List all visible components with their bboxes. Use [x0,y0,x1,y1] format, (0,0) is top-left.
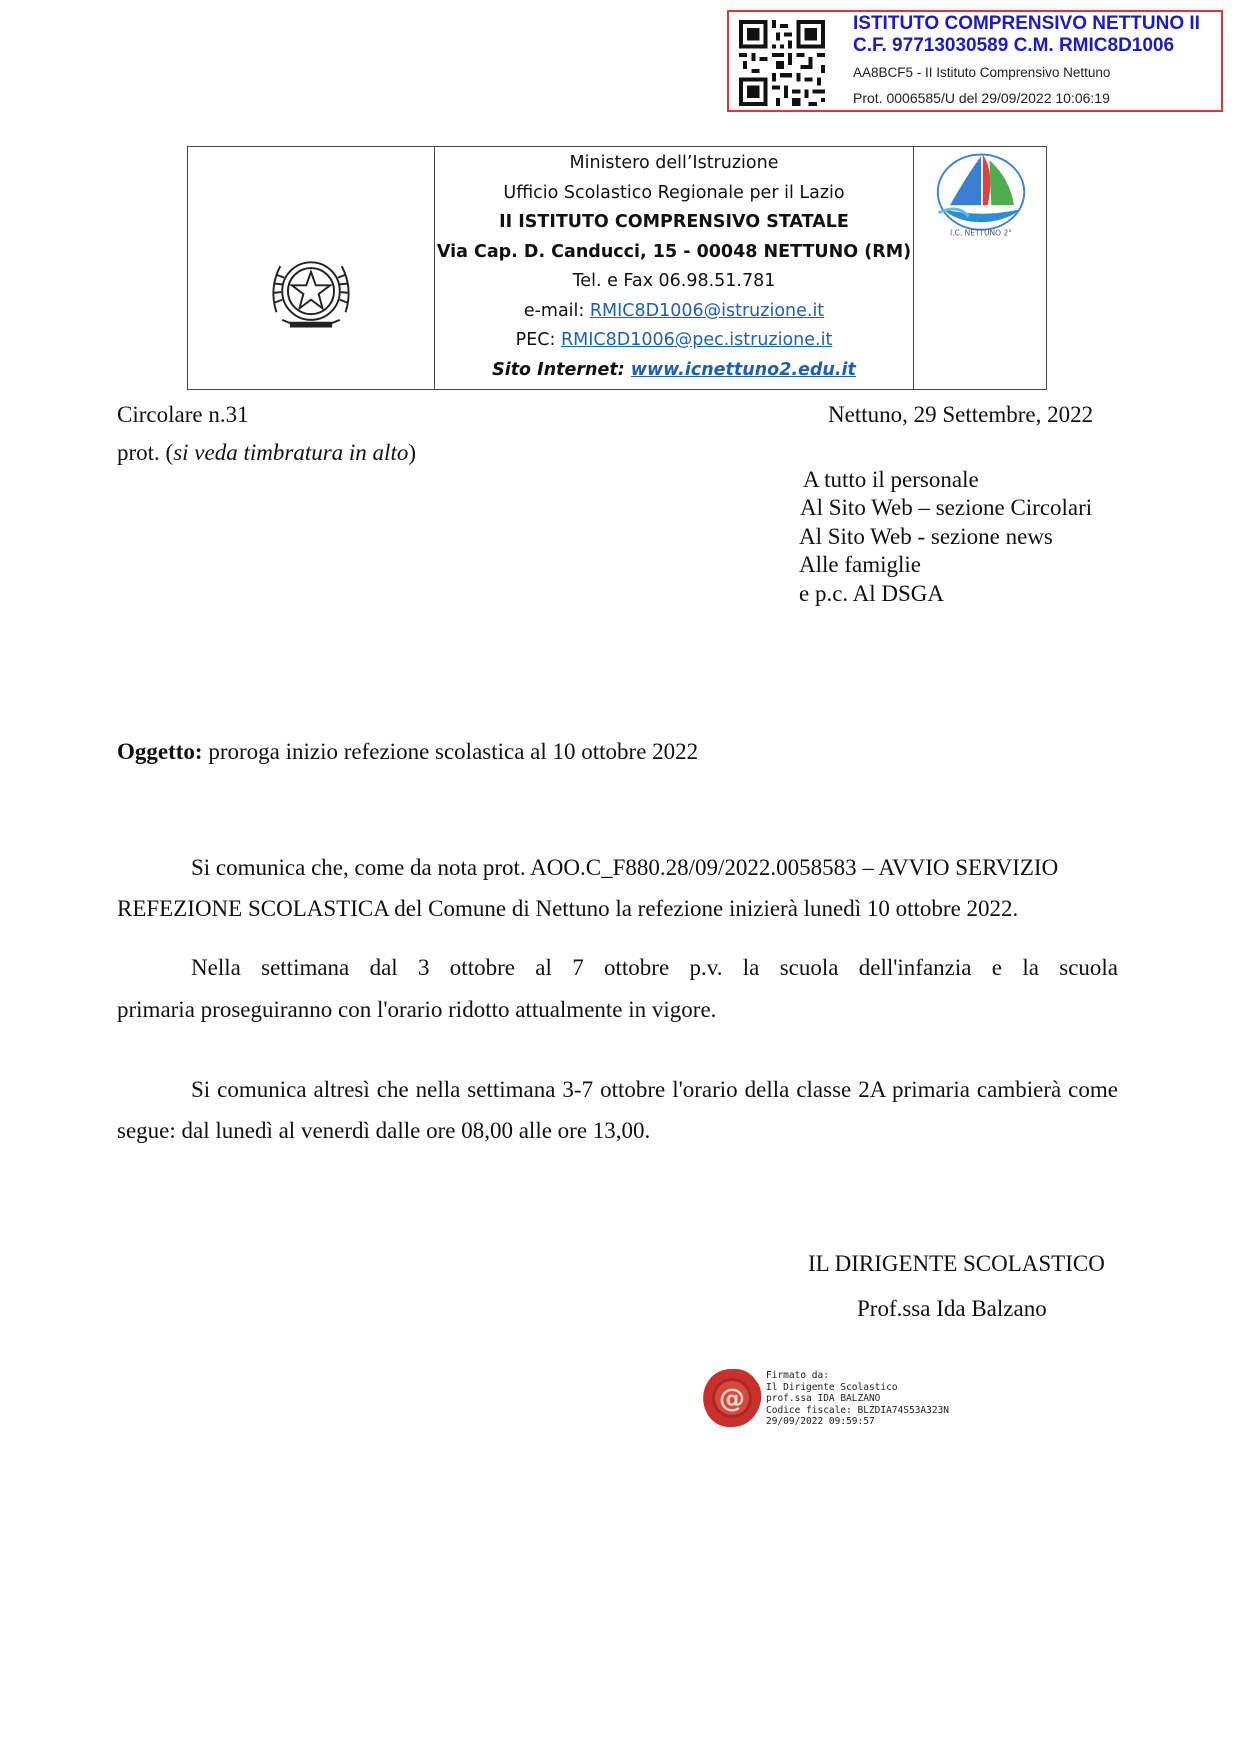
qr-code-icon [739,20,825,106]
digital-signature-line-4: 29/09/2022 09:59:57 [766,1416,875,1427]
svg-text:@: @ [719,1384,745,1414]
circular-number: Circolare n.31 [117,402,249,427]
subject-label: Oggetto: [117,739,203,764]
email-label: e-mail: [523,300,590,321]
subject-line [117,738,698,766]
stamp-aoo-code: AA8BCF5 - II Istituto Comprensivo Nettuno [853,65,1111,80]
red-wax-seal-icon [700,1366,764,1430]
stamp-protocol-number: Prot. 0006585/U del 29/09/2022 10:06:19 [853,90,1110,106]
protocol-reference [117,439,416,467]
signature-title: IL DIRIGENTE SCOLASTICO [808,1251,1105,1276]
institute-phone: Tel. e Fax 06.98.51.781 [572,271,776,291]
digital-signature-line-0: Firmato da: [766,1370,829,1381]
digital-signature-block [766,1370,949,1428]
site-label: Sito Internet: [492,359,631,380]
prot-italic: si veda timbratura in alto [173,440,409,465]
place-date: Nettuno, 29 Settembre, 2022 [828,402,1094,427]
school-logo-text: I.C. NETTUNO 2° [949,228,1013,238]
institute-address: Via Cap. D. Canducci, 15 - 00048 NETTUNO (RM) [436,241,912,262]
site-link[interactable]: www.icnettuno2.edu.it [630,359,856,380]
recipient-1: Al Sito Web – sezione Circolari [800,495,1093,520]
site-line [435,356,913,386]
letterhead-table [187,146,1047,390]
email-line [435,297,913,327]
stamp-fiscal-code: C.F. 97713030589 C.M. RMIC8D1006 [853,35,1175,56]
prot-prefix: prot. ( [117,440,174,465]
italian-republic-emblem-icon [263,245,359,341]
recipient-3: Alle famiglie [799,552,921,577]
institute-name: II ISTITUTO COMPRENSIVO STATALE [499,212,849,232]
paragraph-2-line-1: Nella settimana dal 3 ottobre al 7 ottobre p.v. la scuola dell'infanzia e la scuola [191,955,1118,980]
stamp-text [853,13,1200,106]
email-link[interactable]: RMIC8D1006@istruzione.it [589,300,825,321]
recipient-2: Al Sito Web - sezione news [799,524,1053,549]
digital-signature-line-3: Codice fiscale: BLZDIA74S53A323N [766,1404,950,1416]
paragraph-2-line-2: primaria proseguiranno con l'orario ridotto attualmente in vigore. [117,997,717,1022]
digital-signature-line-1: Il Dirigente Scolastico [766,1381,898,1393]
recipient-4: e p.c. Al DSGA [799,581,945,606]
paragraph-1-line-2: REFEZIONE SCOLASTICA del Comune di Nettuno la refezione inizierà lunedì 10 ottobre 2022. [117,896,1019,921]
digital-signature-line-2: prof.ssa IDA BALZANO [766,1393,881,1404]
pec-line [435,326,913,356]
recipient-0: A tutto il personale [803,467,979,492]
signature-name: Prof.ssa Ida Balzano [857,1296,1047,1321]
pec-label: PEC: [515,330,561,350]
letterhead-text [435,147,914,389]
pec-link[interactable]: RMIC8D1006@pec.istruzione.it [560,330,833,350]
stamp-institute-name: ISTITUTO COMPRENSIVO NETTUNO II [853,13,1200,34]
letterhead-logo-cell [914,147,1046,389]
protocol-stamp [727,10,1223,112]
school-logo-icon [929,147,1033,241]
prot-suffix: ) [408,440,417,465]
letterhead-emblem-cell [188,147,435,389]
paragraph-1-line-1: Si comunica che, come da nota prot. AOO.C_F880.28/09/2022.0058583 – AVVIO SERVIZIO [191,855,1059,880]
ministry-name: Ministero dell’Istruzione [569,153,779,173]
regional-office: Ufficio Scolastico Regionale per il Lazio [503,182,845,203]
paragraph-3-line-2: segue: dal lunedì al venerdì dalle ore 08,00 alle ore 13,00. [117,1118,651,1143]
paragraph-3-line-1: Si comunica altresì che nella settimana 3-7 ottobre l'orario della classe 2A primaria cambierà come [191,1077,1118,1102]
subject-text: proroga inizio refezione scolastica al 10 ottobre 2022 [202,739,699,764]
